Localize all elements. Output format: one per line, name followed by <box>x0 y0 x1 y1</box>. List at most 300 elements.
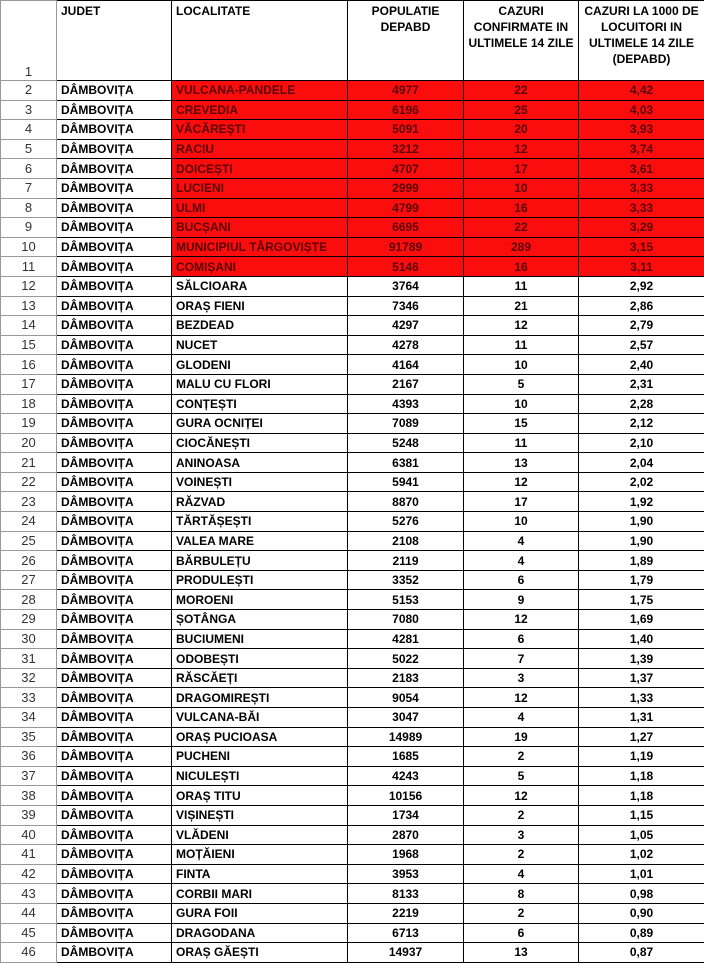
cell-judet[interactable]: DÂMBOVIȚA <box>57 551 172 571</box>
row-number[interactable]: 14 <box>1 316 57 336</box>
row-number[interactable]: 24 <box>1 512 57 532</box>
cell-localitate[interactable]: RĂZVAD <box>172 492 348 512</box>
cell-localitate[interactable]: ORAȘ PUCIOASA <box>172 727 348 747</box>
cell-cazuri[interactable]: 6 <box>464 570 579 590</box>
cell-localitate[interactable]: VALEA MARE <box>172 531 348 551</box>
header-cazuri[interactable]: CAZURI CONFIRMATE IN ULTIMELE 14 ZILE <box>464 1 579 81</box>
cell-rata[interactable]: 1,02 <box>579 845 704 865</box>
cell-populatie[interactable]: 5941 <box>348 472 464 492</box>
row-number[interactable]: 41 <box>1 845 57 865</box>
cell-rata[interactable]: 1,37 <box>579 668 704 688</box>
cell-judet[interactable]: DÂMBOVIȚA <box>57 316 172 336</box>
cell-judet[interactable]: DÂMBOVIȚA <box>57 81 172 101</box>
cell-rata[interactable]: 2,02 <box>579 472 704 492</box>
cell-judet[interactable]: DÂMBOVIȚA <box>57 629 172 649</box>
cell-populatie[interactable]: 7089 <box>348 414 464 434</box>
cell-localitate[interactable]: BEZDEAD <box>172 316 348 336</box>
cell-cazuri[interactable]: 2 <box>464 805 579 825</box>
cell-localitate[interactable]: GURA OCNIȚEI <box>172 414 348 434</box>
row-number[interactable]: 42 <box>1 864 57 884</box>
cell-judet[interactable]: DÂMBOVIȚA <box>57 355 172 375</box>
cell-cazuri[interactable]: 15 <box>464 414 579 434</box>
cell-localitate[interactable]: DRAGOMIREȘTI <box>172 688 348 708</box>
cell-judet[interactable]: DÂMBOVIȚA <box>57 903 172 923</box>
cell-cazuri[interactable]: 25 <box>464 100 579 120</box>
table-row <box>1 845 704 865</box>
cell-judet[interactable]: DÂMBOVIȚA <box>57 610 172 630</box>
cell-judet[interactable]: DÂMBOVIȚA <box>57 257 172 277</box>
cell-rata[interactable]: 2,40 <box>579 355 704 375</box>
row-number[interactable]: 3 <box>1 100 57 120</box>
cell-rata[interactable]: 1,90 <box>579 512 704 532</box>
cell-judet[interactable]: DÂMBOVIȚA <box>57 943 172 963</box>
cell-localitate[interactable]: MUNICIPIUL TÂRGOVIȘTE <box>172 237 348 257</box>
cell-localitate[interactable]: COMIȘANI <box>172 257 348 277</box>
row-number[interactable]: 34 <box>1 708 57 728</box>
cell-cazuri[interactable]: 12 <box>464 472 579 492</box>
row-number[interactable]: 27 <box>1 570 57 590</box>
cell-rata[interactable]: 1,90 <box>579 531 704 551</box>
cell-rata[interactable]: 2,04 <box>579 453 704 473</box>
cell-cazuri[interactable]: 12 <box>464 786 579 806</box>
cell-localitate[interactable]: NICULEȘTI <box>172 766 348 786</box>
cell-localitate[interactable]: PRODULEȘTI <box>172 570 348 590</box>
cell-judet[interactable]: DÂMBOVIȚA <box>57 531 172 551</box>
table-row <box>1 159 704 179</box>
cell-rata[interactable]: 1,92 <box>579 492 704 512</box>
cell-cazuri[interactable]: 3 <box>464 825 579 845</box>
row-number[interactable]: 35 <box>1 727 57 747</box>
cell-cazuri[interactable]: 11 <box>464 335 579 355</box>
cell-localitate[interactable]: FINTA <box>172 864 348 884</box>
cell-rata[interactable]: 1,18 <box>579 786 704 806</box>
row-number[interactable]: 20 <box>1 433 57 453</box>
table-row <box>1 276 704 296</box>
cell-cazuri[interactable]: 6 <box>464 923 579 943</box>
row-number[interactable]: 7 <box>1 178 57 198</box>
row-number[interactable]: 21 <box>1 453 57 473</box>
cell-populatie[interactable]: 3212 <box>348 139 464 159</box>
cell-localitate[interactable]: TĂRTĂȘEȘTI <box>172 512 348 532</box>
cell-cazuri[interactable]: 20 <box>464 120 579 140</box>
cell-populatie[interactable]: 4707 <box>348 159 464 179</box>
row-number[interactable]: 13 <box>1 296 57 316</box>
cell-populatie[interactable]: 2219 <box>348 903 464 923</box>
cell-cazuri[interactable]: 4 <box>464 708 579 728</box>
cell-judet[interactable]: DÂMBOVIȚA <box>57 218 172 238</box>
cell-cazuri[interactable]: 13 <box>464 943 579 963</box>
table-row <box>1 923 704 943</box>
row-number[interactable]: 6 <box>1 159 57 179</box>
cell-judet[interactable]: DÂMBOVIȚA <box>57 688 172 708</box>
cell-rata[interactable]: 1,89 <box>579 551 704 571</box>
cell-localitate[interactable]: CIOCĂNEȘTI <box>172 433 348 453</box>
cell-cazuri[interactable]: 8 <box>464 884 579 904</box>
row-number[interactable]: 5 <box>1 139 57 159</box>
cell-populatie[interactable]: 4393 <box>348 394 464 414</box>
cell-populatie[interactable]: 7346 <box>348 296 464 316</box>
cell-populatie[interactable]: 5022 <box>348 649 464 669</box>
cell-rata[interactable]: 3,33 <box>579 178 704 198</box>
cell-cazuri[interactable]: 2 <box>464 845 579 865</box>
cell-populatie[interactable]: 4977 <box>348 81 464 101</box>
cell-cazuri[interactable]: 289 <box>464 237 579 257</box>
row-number[interactable]: 38 <box>1 786 57 806</box>
cell-cazuri[interactable]: 13 <box>464 453 579 473</box>
cell-localitate[interactable]: VĂCĂREȘTI <box>172 120 348 140</box>
cell-rata[interactable]: 4,42 <box>579 81 704 101</box>
cell-rata[interactable]: 3,33 <box>579 198 704 218</box>
cell-populatie[interactable]: 6381 <box>348 453 464 473</box>
cell-judet[interactable]: DÂMBOVIȚA <box>57 100 172 120</box>
cell-rata[interactable]: 2,31 <box>579 374 704 394</box>
row-number[interactable]: 46 <box>1 943 57 963</box>
cell-rata[interactable]: 1,19 <box>579 747 704 767</box>
cell-populatie[interactable]: 6713 <box>348 923 464 943</box>
cell-judet[interactable]: DÂMBOVIȚA <box>57 727 172 747</box>
cell-judet[interactable]: DÂMBOVIȚA <box>57 139 172 159</box>
cell-localitate[interactable]: VOINEȘTI <box>172 472 348 492</box>
table-row <box>1 316 704 336</box>
cell-populatie[interactable]: 2167 <box>348 374 464 394</box>
cell-localitate[interactable]: BĂRBULEȚU <box>172 551 348 571</box>
cell-rata[interactable]: 2,12 <box>579 414 704 434</box>
cell-rata[interactable]: 3,61 <box>579 159 704 179</box>
cell-localitate[interactable]: ANINOASA <box>172 453 348 473</box>
cell-populatie[interactable]: 2870 <box>348 825 464 845</box>
row-number[interactable]: 44 <box>1 903 57 923</box>
row-number[interactable]: 12 <box>1 276 57 296</box>
table-row <box>1 570 704 590</box>
cell-rata[interactable]: 1,05 <box>579 825 704 845</box>
cell-judet[interactable]: DÂMBOVIȚA <box>57 805 172 825</box>
row-number[interactable]: 39 <box>1 805 57 825</box>
cell-cazuri[interactable]: 4 <box>464 864 579 884</box>
cell-rata[interactable]: 4,03 <box>579 100 704 120</box>
cell-localitate[interactable]: ORAȘ FIENI <box>172 296 348 316</box>
cell-rata[interactable]: 1,31 <box>579 708 704 728</box>
cell-rata[interactable]: 1,69 <box>579 610 704 630</box>
cell-populatie[interactable]: 4278 <box>348 335 464 355</box>
cell-judet[interactable]: DÂMBOVIȚA <box>57 825 172 845</box>
cell-cazuri[interactable]: 12 <box>464 610 579 630</box>
cell-rata[interactable]: 3,11 <box>579 257 704 277</box>
table-row <box>1 453 704 473</box>
row-number[interactable]: 25 <box>1 531 57 551</box>
cell-rata[interactable]: 2,10 <box>579 433 704 453</box>
cell-judet[interactable]: DÂMBOVIȚA <box>57 845 172 865</box>
cell-cazuri[interactable]: 16 <box>464 257 579 277</box>
cell-populatie[interactable]: 1968 <box>348 845 464 865</box>
cell-judet[interactable]: DÂMBOVIȚA <box>57 178 172 198</box>
table-row <box>1 649 704 669</box>
cell-rata[interactable]: 1,01 <box>579 864 704 884</box>
cell-populatie[interactable]: 2119 <box>348 551 464 571</box>
table-row <box>1 531 704 551</box>
cell-populatie[interactable]: 4243 <box>348 766 464 786</box>
cell-rata[interactable]: 1,15 <box>579 805 704 825</box>
table-row <box>1 100 704 120</box>
cell-localitate[interactable]: GURA FOII <box>172 903 348 923</box>
cell-localitate[interactable]: VULCANA-PANDELE <box>172 81 348 101</box>
row-number[interactable]: 28 <box>1 590 57 610</box>
cell-populatie[interactable]: 3953 <box>348 864 464 884</box>
cell-cazuri[interactable]: 21 <box>464 296 579 316</box>
row-number[interactable]: 18 <box>1 394 57 414</box>
cell-populatie[interactable]: 5146 <box>348 257 464 277</box>
cell-rata[interactable]: 2,79 <box>579 316 704 336</box>
row-number[interactable]: 2 <box>1 81 57 101</box>
table-row <box>1 884 704 904</box>
cell-populatie[interactable]: 4297 <box>348 316 464 336</box>
cell-cazuri[interactable]: 7 <box>464 649 579 669</box>
cell-cazuri[interactable]: 22 <box>464 81 579 101</box>
cell-judet[interactable]: DÂMBOVIȚA <box>57 296 172 316</box>
cell-rata[interactable]: 2,86 <box>579 296 704 316</box>
cell-rata[interactable]: 1,75 <box>579 590 704 610</box>
cell-judet[interactable]: DÂMBOVIȚA <box>57 237 172 257</box>
cell-rata[interactable]: 2,28 <box>579 394 704 414</box>
cell-cazuri[interactable]: 11 <box>464 433 579 453</box>
table-row <box>1 727 704 747</box>
cell-localitate[interactable]: BUCȘANI <box>172 218 348 238</box>
table-row <box>1 257 704 277</box>
cell-rata[interactable]: 3,93 <box>579 120 704 140</box>
cell-populatie[interactable]: 2108 <box>348 531 464 551</box>
table-row <box>1 237 704 257</box>
row-number[interactable]: 40 <box>1 825 57 845</box>
cell-rata[interactable]: 3,29 <box>579 218 704 238</box>
cell-localitate[interactable]: CORBII MARI <box>172 884 348 904</box>
cell-populatie[interactable]: 8870 <box>348 492 464 512</box>
cell-rata[interactable]: 3,74 <box>579 139 704 159</box>
cell-localitate[interactable]: VLĂDENI <box>172 825 348 845</box>
row-number[interactable]: 30 <box>1 629 57 649</box>
cell-populatie[interactable]: 6196 <box>348 100 464 120</box>
row-number[interactable]: 11 <box>1 257 57 277</box>
table-row <box>1 688 704 708</box>
cell-judet[interactable]: DÂMBOVIȚA <box>57 766 172 786</box>
cell-cazuri[interactable]: 3 <box>464 668 579 688</box>
cell-populatie[interactable]: 5276 <box>348 512 464 532</box>
row-number[interactable]: 31 <box>1 649 57 669</box>
cell-rata[interactable]: 2,92 <box>579 276 704 296</box>
cell-cazuri[interactable]: 10 <box>464 512 579 532</box>
cell-judet[interactable]: DÂMBOVIȚA <box>57 512 172 532</box>
cell-localitate[interactable]: MALU CU FLORI <box>172 374 348 394</box>
cell-localitate[interactable]: MOȚĂIENI <box>172 845 348 865</box>
cell-judet[interactable]: DÂMBOVIȚA <box>57 649 172 669</box>
cell-populatie[interactable]: 1685 <box>348 747 464 767</box>
cell-populatie[interactable]: 4281 <box>348 629 464 649</box>
cell-judet[interactable]: DÂMBOVIȚA <box>57 884 172 904</box>
cell-localitate[interactable]: ȘOTÂNGA <box>172 610 348 630</box>
cell-judet[interactable]: DÂMBOVIȚA <box>57 276 172 296</box>
row-number[interactable]: 9 <box>1 218 57 238</box>
header-localitate[interactable]: LOCALITATE <box>172 1 348 81</box>
row-number[interactable]: 19 <box>1 414 57 434</box>
cell-localitate[interactable]: ULMI <box>172 198 348 218</box>
cell-judet[interactable]: DÂMBOVIȚA <box>57 472 172 492</box>
cell-cazuri[interactable]: 10 <box>464 178 579 198</box>
cell-cazuri[interactable]: 16 <box>464 198 579 218</box>
cell-localitate[interactable]: NUCET <box>172 335 348 355</box>
header-populatie[interactable]: POPULATIE DEPABD <box>348 1 464 81</box>
row-number[interactable]: 4 <box>1 120 57 140</box>
cell-judet[interactable]: DÂMBOVIȚA <box>57 864 172 884</box>
cell-populatie[interactable]: 2999 <box>348 178 464 198</box>
cell-judet[interactable]: DÂMBOVIȚA <box>57 374 172 394</box>
row-number[interactable]: 10 <box>1 237 57 257</box>
cell-rata[interactable]: 0,98 <box>579 884 704 904</box>
cell-localitate[interactable]: LUCIENI <box>172 178 348 198</box>
cell-judet[interactable]: DÂMBOVIȚA <box>57 433 172 453</box>
cell-judet[interactable]: DÂMBOVIȚA <box>57 414 172 434</box>
cell-localitate[interactable]: SĂLCIOARA <box>172 276 348 296</box>
header-judet[interactable]: JUDET <box>57 1 172 81</box>
row-number[interactable]: 8 <box>1 198 57 218</box>
cell-judet[interactable]: DÂMBOVIȚA <box>57 159 172 179</box>
cell-rata[interactable]: 1,79 <box>579 570 704 590</box>
cell-populatie[interactable]: 2183 <box>348 668 464 688</box>
cell-rata[interactable]: 1,40 <box>579 629 704 649</box>
cell-localitate[interactable]: BUCIUMENI <box>172 629 348 649</box>
cell-judet[interactable]: DÂMBOVIȚA <box>57 708 172 728</box>
cell-rata[interactable]: 1,18 <box>579 766 704 786</box>
row-number[interactable]: 22 <box>1 472 57 492</box>
cell-cazuri[interactable]: 2 <box>464 747 579 767</box>
cell-judet[interactable]: DÂMBOVIȚA <box>57 923 172 943</box>
cell-rata[interactable]: 1,33 <box>579 688 704 708</box>
header-rata[interactable]: CAZURI LA 1000 DE LOCUITORI IN ULTIMELE 14 ZILE (DEPABD) <box>579 1 704 81</box>
cell-populatie[interactable]: 5248 <box>348 433 464 453</box>
cell-localitate[interactable]: DRAGODANA <box>172 923 348 943</box>
cell-populatie[interactable]: 10156 <box>348 786 464 806</box>
table-row <box>1 747 704 767</box>
cell-localitate[interactable]: CONȚEȘTI <box>172 394 348 414</box>
cell-cazuri[interactable]: 11 <box>464 276 579 296</box>
cell-localitate[interactable]: VIȘINEȘTI <box>172 805 348 825</box>
cell-populatie[interactable]: 14989 <box>348 727 464 747</box>
cell-rata[interactable]: 1,27 <box>579 727 704 747</box>
cell-populatie[interactable]: 14937 <box>348 943 464 963</box>
cell-cazuri[interactable]: 12 <box>464 139 579 159</box>
cell-cazuri[interactable]: 2 <box>464 903 579 923</box>
row-number[interactable]: 16 <box>1 355 57 375</box>
cell-cazuri[interactable]: 9 <box>464 590 579 610</box>
cell-judet[interactable]: DÂMBOVIȚA <box>57 590 172 610</box>
cell-cazuri[interactable]: 12 <box>464 688 579 708</box>
cell-judet[interactable]: DÂMBOVIȚA <box>57 394 172 414</box>
row-number[interactable]: 29 <box>1 610 57 630</box>
row-number[interactable]: 26 <box>1 551 57 571</box>
cell-cazuri[interactable]: 6 <box>464 629 579 649</box>
cell-rata[interactable]: 0,89 <box>579 923 704 943</box>
cell-populatie[interactable]: 3047 <box>348 708 464 728</box>
cell-localitate[interactable]: VULCANA-BĂI <box>172 708 348 728</box>
cell-cazuri[interactable]: 4 <box>464 531 579 551</box>
cell-cazuri[interactable]: 17 <box>464 492 579 512</box>
cell-cazuri[interactable]: 22 <box>464 218 579 238</box>
cell-localitate[interactable]: ODOBEȘTI <box>172 649 348 669</box>
cell-cazuri[interactable]: 10 <box>464 394 579 414</box>
cell-cazuri[interactable]: 17 <box>464 159 579 179</box>
cell-localitate[interactable]: MOROENI <box>172 590 348 610</box>
cell-cazuri[interactable]: 4 <box>464 551 579 571</box>
cell-judet[interactable]: DÂMBOVIȚA <box>57 120 172 140</box>
row-number[interactable]: 33 <box>1 688 57 708</box>
table-row <box>1 864 704 884</box>
cell-localitate[interactable]: ORAȘ TITU <box>172 786 348 806</box>
row-number[interactable]: 32 <box>1 668 57 688</box>
cell-judet[interactable]: DÂMBOVIȚA <box>57 668 172 688</box>
row-number[interactable]: 45 <box>1 923 57 943</box>
cell-judet[interactable]: DÂMBOVIȚA <box>57 570 172 590</box>
cell-populatie[interactable]: 9054 <box>348 688 464 708</box>
cell-localitate[interactable]: DOICEȘTI <box>172 159 348 179</box>
cell-rata[interactable]: 1,39 <box>579 649 704 669</box>
cell-cazuri[interactable]: 19 <box>464 727 579 747</box>
row-number[interactable]: 23 <box>1 492 57 512</box>
cell-populatie[interactable]: 1734 <box>348 805 464 825</box>
cell-populatie[interactable]: 5091 <box>348 120 464 140</box>
cell-populatie[interactable]: 3764 <box>348 276 464 296</box>
cell-rata[interactable]: 0,87 <box>579 943 704 963</box>
cell-localitate[interactable]: RĂSCĂEȚI <box>172 668 348 688</box>
row-number[interactable]: 1 <box>1 1 57 81</box>
cell-populatie[interactable]: 7080 <box>348 610 464 630</box>
cell-cazuri[interactable]: 5 <box>464 374 579 394</box>
table-row <box>1 433 704 453</box>
cell-judet[interactable]: DÂMBOVIȚA <box>57 492 172 512</box>
cell-rata[interactable]: 3,15 <box>579 237 704 257</box>
table-row <box>1 786 704 806</box>
cell-localitate[interactable]: ORAȘ GĂEȘTI <box>172 943 348 963</box>
cell-rata[interactable]: 0,90 <box>579 903 704 923</box>
cell-judet[interactable]: DÂMBOVIȚA <box>57 786 172 806</box>
cell-cazuri[interactable]: 5 <box>464 766 579 786</box>
cell-populatie[interactable]: 5153 <box>348 590 464 610</box>
cell-populatie[interactable]: 91789 <box>348 237 464 257</box>
cell-localitate[interactable]: RACIU <box>172 139 348 159</box>
table-row <box>1 81 704 101</box>
cell-cazuri[interactable]: 10 <box>464 355 579 375</box>
cell-judet[interactable]: DÂMBOVIȚA <box>57 453 172 473</box>
row-number[interactable]: 37 <box>1 766 57 786</box>
cell-localitate[interactable]: PUCHENI <box>172 747 348 767</box>
cell-populatie[interactable]: 8133 <box>348 884 464 904</box>
table-row <box>1 139 704 159</box>
row-number[interactable]: 36 <box>1 747 57 767</box>
row-number[interactable]: 43 <box>1 884 57 904</box>
cell-populatie[interactable]: 4799 <box>348 198 464 218</box>
row-number[interactable]: 17 <box>1 374 57 394</box>
cell-judet[interactable]: DÂMBOVIȚA <box>57 747 172 767</box>
cell-localitate[interactable]: GLODENI <box>172 355 348 375</box>
cell-populatie[interactable]: 4164 <box>348 355 464 375</box>
table-row <box>1 178 704 198</box>
cell-localitate[interactable]: CREVEDIA <box>172 100 348 120</box>
row-number[interactable]: 15 <box>1 335 57 355</box>
cell-cazuri[interactable]: 12 <box>464 316 579 336</box>
table-row <box>1 668 704 688</box>
cell-judet[interactable]: DÂMBOVIȚA <box>57 198 172 218</box>
cell-rata[interactable]: 2,57 <box>579 335 704 355</box>
cell-populatie[interactable]: 6695 <box>348 218 464 238</box>
table-row <box>1 766 704 786</box>
cell-judet[interactable]: DÂMBOVIȚA <box>57 335 172 355</box>
cell-populatie[interactable]: 3352 <box>348 570 464 590</box>
